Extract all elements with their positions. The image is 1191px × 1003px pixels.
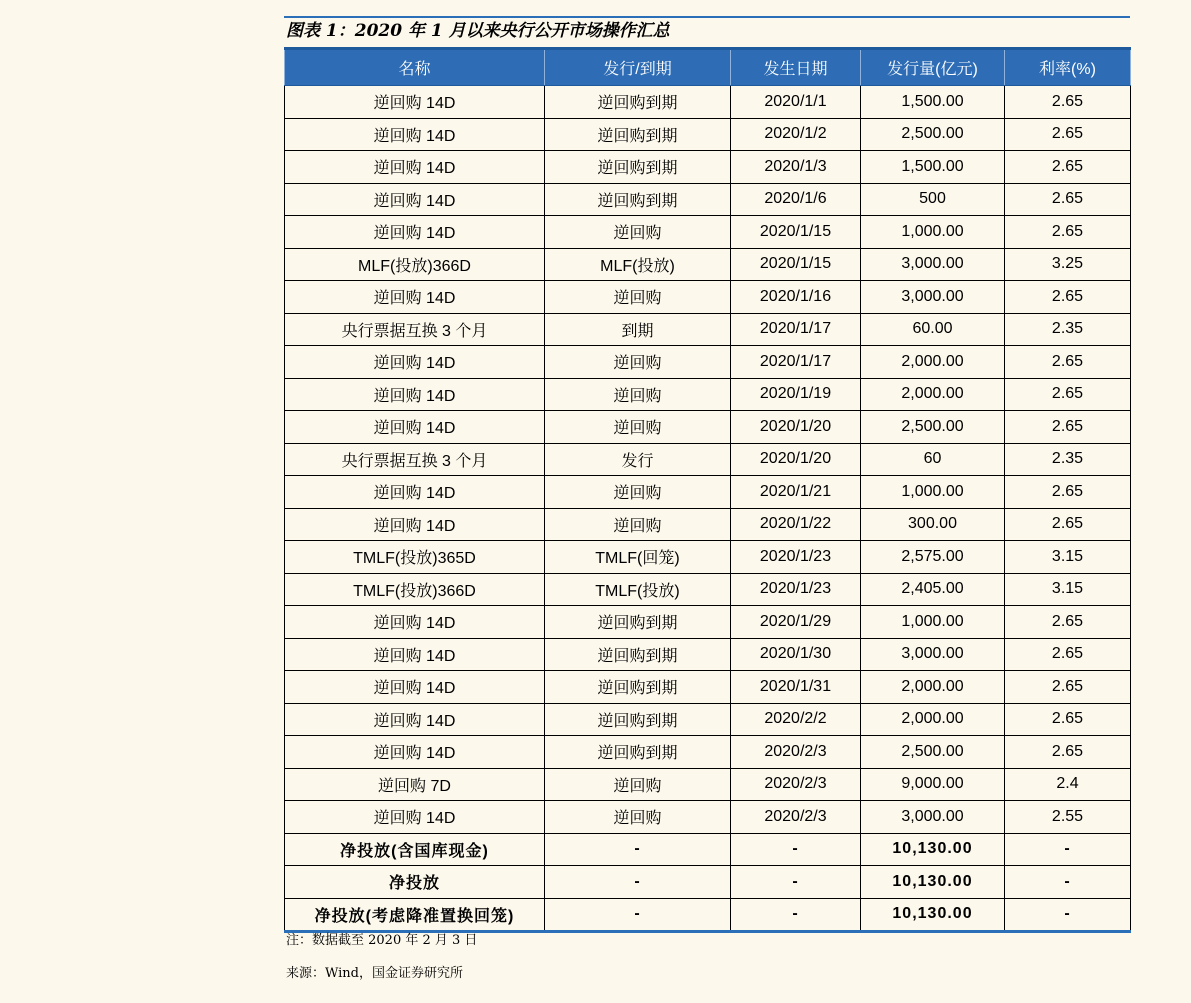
cell-amount: 10,130.00 [861, 866, 1005, 899]
cell-amount: 2,500.00 [861, 736, 1005, 769]
column-header-date: 发生日期 [731, 49, 861, 86]
cell-date: - [731, 898, 861, 932]
cell-name: TMLF(投放)365D [285, 541, 545, 574]
cell-name: 逆回购 14D [285, 86, 545, 119]
cell-amount: 1,000.00 [861, 476, 1005, 509]
cell-rate: 2.65 [1005, 703, 1131, 736]
cell-name: 逆回购 14D [285, 508, 545, 541]
cell-date: 2020/2/2 [731, 703, 861, 736]
cell-amount: 3,000.00 [861, 638, 1005, 671]
cell-issue-maturity: 逆回购 [545, 476, 731, 509]
cell-date: 2020/1/17 [731, 313, 861, 346]
cell-rate: 2.35 [1005, 443, 1131, 476]
cell-issue-maturity: 逆回购到期 [545, 183, 731, 216]
cell-name: 央行票据互换 3 个月 [285, 313, 545, 346]
table-row [285, 573, 1131, 606]
cell-issue-maturity: - [545, 898, 731, 932]
cell-amount: 60 [861, 443, 1005, 476]
cell-issue-maturity: TMLF(回笼) [545, 541, 731, 574]
table-row [285, 638, 1131, 671]
cell-issue-maturity: 逆回购到期 [545, 703, 731, 736]
cell-rate: - [1005, 898, 1131, 932]
cell-amount: 1,000.00 [861, 216, 1005, 249]
cell-issue-maturity: MLF(投放) [545, 248, 731, 281]
cell-rate: 3.15 [1005, 573, 1131, 606]
table-row [285, 736, 1131, 769]
cell-rate: 2.65 [1005, 216, 1131, 249]
cell-date: - [731, 866, 861, 899]
cell-date: 2020/1/17 [731, 346, 861, 379]
table-title: 图表 1：2020 年 1 月以来央行公开市场操作汇总 [286, 21, 670, 41]
cell-amount: 3,000.00 [861, 248, 1005, 281]
cell-name: 逆回购 14D [285, 606, 545, 639]
cell-issue-maturity: 逆回购 [545, 378, 731, 411]
table-row [285, 443, 1131, 476]
cell-name: 逆回购 14D [285, 346, 545, 379]
cell-date: 2020/2/3 [731, 736, 861, 769]
table-row [285, 346, 1131, 379]
cell-amount: 60.00 [861, 313, 1005, 346]
table-row [285, 216, 1131, 249]
table-body [285, 86, 1131, 932]
cell-rate: 2.65 [1005, 281, 1131, 314]
cell-amount: 2,000.00 [861, 378, 1005, 411]
cell-date: 2020/1/22 [731, 508, 861, 541]
cell-amount: 1,500.00 [861, 151, 1005, 184]
cell-amount: 2,500.00 [861, 118, 1005, 151]
cell-rate: 2.65 [1005, 118, 1131, 151]
cell-date: 2020/1/20 [731, 443, 861, 476]
cell-date: 2020/1/20 [731, 411, 861, 444]
cell-issue-maturity: 逆回购到期 [545, 638, 731, 671]
cell-name: 净投放(含国库现金) [285, 833, 545, 866]
cell-name: 逆回购 14D [285, 281, 545, 314]
table-row [285, 606, 1131, 639]
column-header-name: 名称 [285, 49, 545, 86]
cell-name: TMLF(投放)366D [285, 573, 545, 606]
cell-rate: 2.4 [1005, 768, 1131, 801]
cell-issue-maturity: TMLF(投放) [545, 573, 731, 606]
cell-name: 逆回购 14D [285, 801, 545, 834]
cell-rate: 3.25 [1005, 248, 1131, 281]
cell-amount: 2,405.00 [861, 573, 1005, 606]
table-row [285, 86, 1131, 119]
cell-date: 2020/1/23 [731, 573, 861, 606]
cell-issue-maturity: 逆回购 [545, 801, 731, 834]
table-row [285, 476, 1131, 509]
cell-date: 2020/1/2 [731, 118, 861, 151]
cell-rate: 2.35 [1005, 313, 1131, 346]
table-row [285, 313, 1131, 346]
cell-amount: 2,000.00 [861, 703, 1005, 736]
cell-date: 2020/1/21 [731, 476, 861, 509]
cell-amount: 1,500.00 [861, 86, 1005, 119]
cell-rate: 2.65 [1005, 476, 1131, 509]
cell-date: 2020/1/3 [731, 151, 861, 184]
cell-rate: 2.65 [1005, 411, 1131, 444]
cell-name: 逆回购 14D [285, 378, 545, 411]
table-row [285, 281, 1131, 314]
cell-issue-maturity: 逆回购 [545, 508, 731, 541]
cell-issue-maturity: 到期 [545, 313, 731, 346]
cell-rate: 2.65 [1005, 508, 1131, 541]
cell-name: 逆回购 14D [285, 411, 545, 444]
summary-row [285, 866, 1131, 899]
table-row [285, 541, 1131, 574]
cell-date: 2020/1/23 [731, 541, 861, 574]
cell-rate: 2.65 [1005, 606, 1131, 639]
table-row [285, 378, 1131, 411]
column-header-rate: 利率(%) [1005, 49, 1131, 86]
table-header-row [285, 49, 1131, 86]
table-row [285, 508, 1131, 541]
cell-name: 逆回购 14D [285, 216, 545, 249]
table-row [285, 671, 1131, 704]
cell-date: 2020/1/1 [731, 86, 861, 119]
cell-name: 逆回购 14D [285, 183, 545, 216]
cell-date: 2020/1/19 [731, 378, 861, 411]
cell-rate: 2.65 [1005, 736, 1131, 769]
cell-name: 逆回购 14D [285, 703, 545, 736]
source-note: 来源：Wind，国金证券研究所 [286, 966, 463, 981]
cell-name: 央行票据互换 3 个月 [285, 443, 545, 476]
cell-issue-maturity: 逆回购到期 [545, 151, 731, 184]
cell-name: 逆回购 14D [285, 476, 545, 509]
cell-rate: 2.65 [1005, 86, 1131, 119]
cell-amount: 2,575.00 [861, 541, 1005, 574]
table-row [285, 411, 1131, 444]
footnote: 注：数据截至 2020 年 2 月 3 日 [286, 933, 478, 948]
cell-rate: 2.65 [1005, 638, 1131, 671]
cell-amount: 2,000.00 [861, 671, 1005, 704]
cell-name: 逆回购 14D [285, 736, 545, 769]
table-row [285, 118, 1131, 151]
cell-date: 2020/1/16 [731, 281, 861, 314]
cell-date: 2020/1/30 [731, 638, 861, 671]
cell-name: 逆回购 14D [285, 151, 545, 184]
cell-amount: 10,130.00 [861, 833, 1005, 866]
cell-amount: 3,000.00 [861, 801, 1005, 834]
table-row [285, 183, 1131, 216]
cell-issue-maturity: 逆回购到期 [545, 606, 731, 639]
table-row [285, 801, 1131, 834]
operations-table [284, 47, 1131, 933]
cell-issue-maturity: 逆回购到期 [545, 86, 731, 119]
cell-name: 净投放 [285, 866, 545, 899]
cell-amount: 2,000.00 [861, 346, 1005, 379]
cell-issue-maturity: 逆回购到期 [545, 671, 731, 704]
cell-issue-maturity: 发行 [545, 443, 731, 476]
column-header-issue-maturity: 发行/到期 [545, 49, 731, 86]
cell-rate: - [1005, 866, 1131, 899]
table-row [285, 151, 1131, 184]
cell-name: 逆回购 14D [285, 671, 545, 704]
cell-amount: 300.00 [861, 508, 1005, 541]
cell-amount: 9,000.00 [861, 768, 1005, 801]
cell-date: - [731, 833, 861, 866]
cell-issue-maturity: 逆回购 [545, 281, 731, 314]
cell-issue-maturity: 逆回购 [545, 411, 731, 444]
cell-date: 2020/2/3 [731, 768, 861, 801]
cell-rate: 2.65 [1005, 346, 1131, 379]
cell-rate: 2.55 [1005, 801, 1131, 834]
cell-issue-maturity: 逆回购 [545, 768, 731, 801]
cell-issue-maturity: 逆回购 [545, 216, 731, 249]
cell-issue-maturity: 逆回购到期 [545, 118, 731, 151]
cell-rate: 2.65 [1005, 671, 1131, 704]
cell-date: 2020/1/6 [731, 183, 861, 216]
cell-amount: 10,130.00 [861, 898, 1005, 932]
table-row [285, 248, 1131, 281]
summary-row [285, 898, 1131, 932]
cell-rate: 3.15 [1005, 541, 1131, 574]
cell-amount: 1,000.00 [861, 606, 1005, 639]
cell-issue-maturity: - [545, 833, 731, 866]
cell-date: 2020/1/29 [731, 606, 861, 639]
summary-row [285, 833, 1131, 866]
cell-name: 逆回购 14D [285, 118, 545, 151]
cell-name: 净投放(考虑降准置换回笼) [285, 898, 545, 932]
cell-date: 2020/1/31 [731, 671, 861, 704]
cell-date: 2020/1/15 [731, 248, 861, 281]
cell-name: 逆回购 7D [285, 768, 545, 801]
cell-rate: 2.65 [1005, 378, 1131, 411]
cell-date: 2020/1/15 [731, 216, 861, 249]
cell-issue-maturity: - [545, 866, 731, 899]
cell-rate: 2.65 [1005, 183, 1131, 216]
cell-issue-maturity: 逆回购 [545, 346, 731, 379]
column-header-amount: 发行量(亿元) [861, 49, 1005, 86]
cell-name: 逆回购 14D [285, 638, 545, 671]
cell-rate: - [1005, 833, 1131, 866]
cell-amount: 2,500.00 [861, 411, 1005, 444]
cell-name: MLF(投放)366D [285, 248, 545, 281]
top-rule [284, 16, 1130, 18]
cell-rate: 2.65 [1005, 151, 1131, 184]
cell-date: 2020/2/3 [731, 801, 861, 834]
cell-issue-maturity: 逆回购到期 [545, 736, 731, 769]
table-row [285, 768, 1131, 801]
cell-amount: 3,000.00 [861, 281, 1005, 314]
cell-amount: 500 [861, 183, 1005, 216]
table-row [285, 703, 1131, 736]
